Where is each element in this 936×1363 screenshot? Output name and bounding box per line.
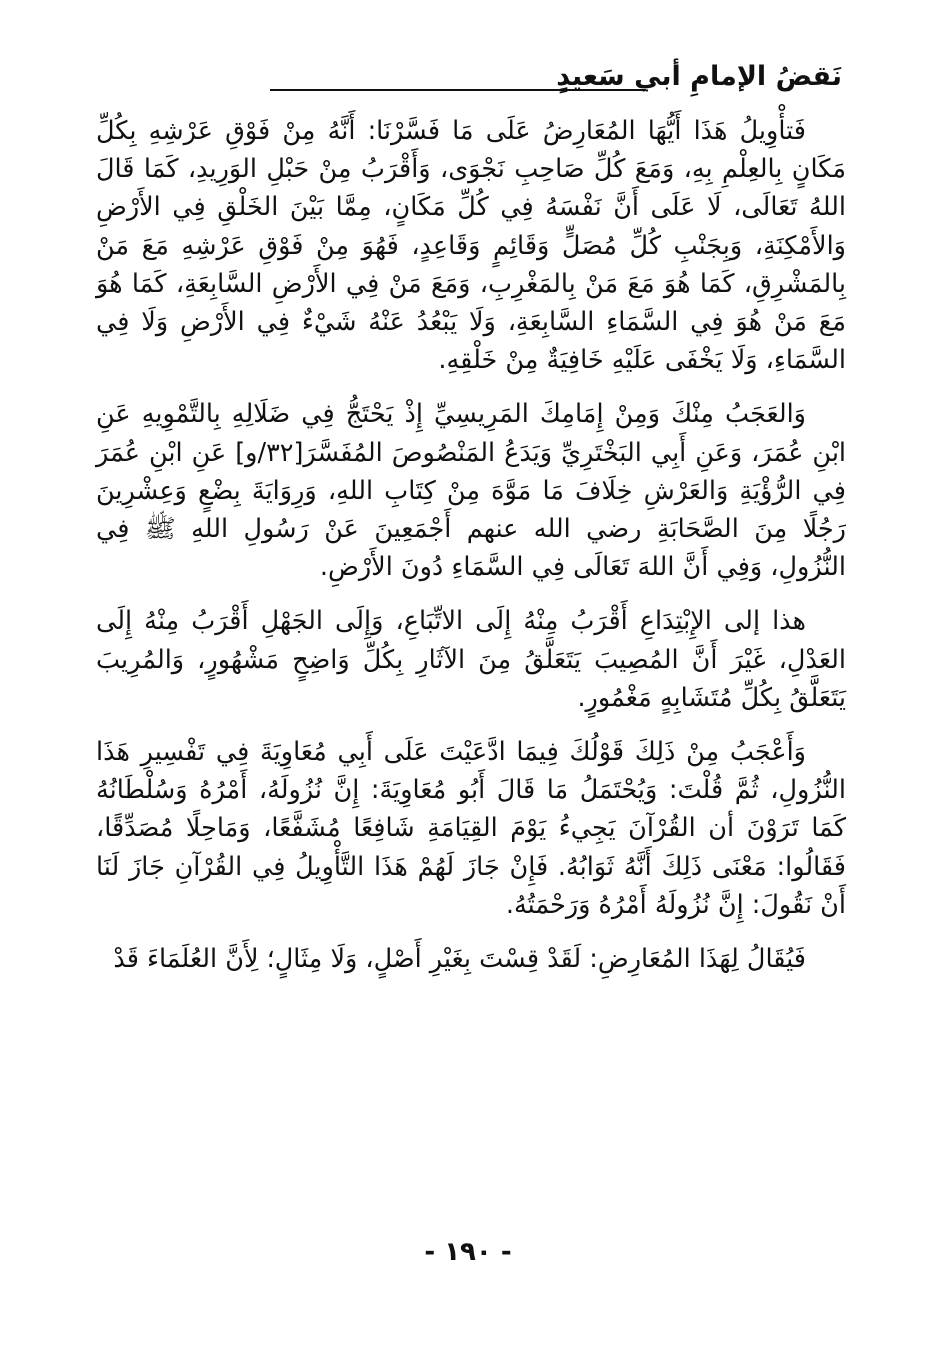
- paragraph-2: وَالعَجَبُ مِنْكَ وَمِنْ إِمَامِكَ المَرِيسِيِّ إِذْ يَحْتَجُّ فِي ضَلَالِهِ بِالتَّمْوِيهِ عَنِ ابْنِ عُمَرَ، وَعَنِ أَبِي البَخْتَرِيِّ وَيَدَعُ المَنْصُوصَ المُفَسَّرَ[٣٢/و] عَنِ ابْنِ عُمَرَ فِي الرُّؤْيَةِ وَالعَرْشِ خِلَافَ مَا مَوَّهَ مِنْ كِتَابِ اللهِ، وَرِوَايَةَ بِضْعٍ وَعِشْرِينَ رَجُلًا مِنَ الصَّحَابَةِ رضي الله عنهم أَجْمَعِينَ عَنْ رَسُولِ اللهِ ﷺ فِي النُّزُولِ، وَفِي أَنَّ اللهَ تَعَالَى فِي السَّمَاءِ دُونَ الأَرْضِ.: [96, 399, 846, 583]
- header-title: نَقضُ الإمامِ أبي سَعيدٍ: [556, 61, 842, 92]
- paragraph-5: فَيُقَالُ لِهَذَا المُعَارِضِ: لَقَدْ قِسْتَ بِغَيْرِ أَصْلٍ، وَلَا مِثَالٍ؛ لِأَنَّ العُلَمَاءَ قَدْ: [113, 944, 806, 975]
- paragraph-1: فَتأْوِيلُ هَذَا أَيُّهَا المُعَارِضُ عَلَى مَا فَسَّرْنَا: أَنَّهُ مِنْ فَوْقِ عَرْشِهِ بِكُلِّ مَكَانٍ بِالعِلْمِ بِهِ، وَمَعَ كُلِّ صَاحِبِ نَجْوَى، وَأَقْرَبُ مِنْ حَبْلِ الوَرِيدِ، كَمَا قَالَ اللهُ تَعَالَى، لَا عَلَى أَنَّ نَفْسَهُ فِي كُلِّ مَكَانٍ، مِمَّا بَيْنَ الخَلْقِ فِي الأَرْضِ وَالأَمْكِنَةِ، وَبِجَنْبِ كُلِّ مُصَلٍّ وَقَائِمٍ وَقَاعِدٍ، فَهُوَ مِنْ فَوْقِ عَرْشِهِ مَعَ مَنْ بِالمَشْرِقِ، كَمَا هُوَ مَعَ مَنْ بِالمَغْرِبِ، وَمَعَ مَنْ فِي الأَرْضِ السَّابِعَةِ، كَمَا هُوَ مَعَ مَنْ هُوَ فِي السَّمَاءِ السَّابِعَةِ، وَلَا يَبْعُدُ عَنْهُ شَيْءٌ فِي الأَرْضِ وَلَا فِي السَّمَاءِ، وَلَا يَخْفَى عَلَيْهِ خَافِيَةٌ مِنْ خَلْقِهِ.: [96, 116, 846, 376]
- running-header: [270, 62, 842, 102]
- page-number: - ١٩٠ -: [424, 1237, 512, 1267]
- main-text: [96, 112, 846, 978]
- header-rule: [270, 89, 646, 91]
- paragraph-3: هذا إلى الإِبْتِدَاعِ أَقْرَبُ مِنْهُ إِلَى الاتِّبَاعِ، وَإِلَى الجَهْلِ أَقْرَبُ مِنْهُ إِلَى العَدْلِ، غَيْرَ أَنَّ المُصِيبَ يَتَعَلَّقُ مِنَ الآثَارِ بِكُلِّ وَاضِحٍ مَشْهُورٍ، وَالمُرِيبَ يَتَعَلَّقُ بِكُلِّ مُتَشَابِهٍ مَغْمُورٍ.: [96, 606, 846, 713]
- paragraph-4: وَأَعْجَبُ مِنْ ذَلِكَ قَوْلُكَ فِيمَا ادَّعَيْتَ عَلَى أَبِي مُعَاوِيَةَ فِي تَفْسِيرِ هَذَا النُّزُولِ، ثُمَّ قُلْتَ: وَيُحْتَمَلُ مَا قَالَ أَبُو مُعَاوِيَةَ: إِنَّ نُزُولَهُ، أَمْرُهُ وَسُلْطَانُهُ كَمَا تَرَوْنَ أن القُرْآنَ يَجِيءُ يَوْمَ القِيَامَةِ شَافِعًا مُشَفَّعًا، وَمَاحِلًا مُصَدِّقًا، فَقَالُوا: مَعْنَى ذَلِكَ أَنَّهُ ثَوَابُهُ. فَإِنْ جَازَ لَهُمْ هَذَا التَّأْوِيلُ فِي القُرْآنِ جَازَ لَنَا أَنْ نَقُولَ: إِنَّ نُزُولَهُ أَمْرُهُ وَرَحْمَتُهُ.: [96, 737, 846, 920]
